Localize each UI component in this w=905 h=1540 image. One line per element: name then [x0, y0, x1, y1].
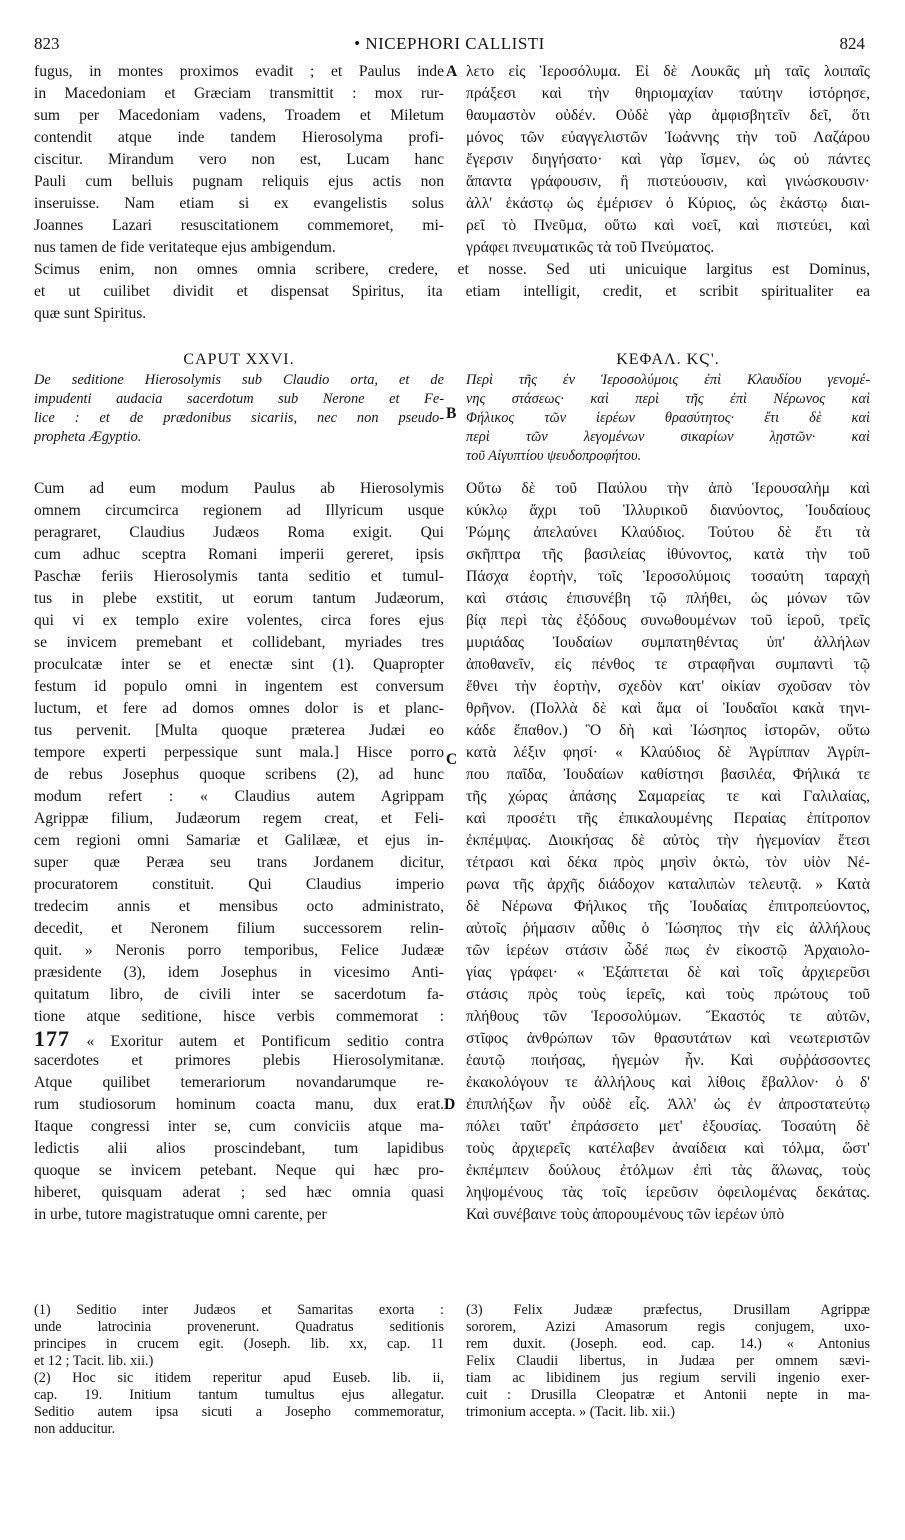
text-line: Agrippæ filium, Judæorum regem creat, et Feli-	[34, 810, 444, 827]
greek-body-column	[466, 478, 870, 1226]
footnote-line: tiam ac libidinem jus regium servili ingenio exer-	[466, 1370, 870, 1386]
text-line: τέτρασι καὶ δέκα πρὸς μησὶν ὀκτὼ, τὸν υἱὸν Νέ-	[466, 854, 870, 871]
text-line: tione atque seditione, hisce verbis commemorat :	[34, 1008, 444, 1025]
text-line: Πάσχα ἑορτὴν, τοῖς Ἱεροσολύμοις τοσαύτη ταραχὴ	[466, 568, 870, 585]
text-line: καὶ στάσις ἐπισυνέβη τῷ πλήθει, ὡς μόνων τῶν	[466, 590, 870, 607]
text-line: quitatum libro, de civili inter se sacerdotum fa-	[34, 986, 444, 1003]
text-line: Paschæ feriis Hierosolymis tanta seditio et tumul-	[34, 568, 444, 585]
greek-chapter-summary	[466, 371, 870, 466]
text-line: σκῆπτρα τῆς βασιλείας ἰθύνοντος, κατὰ τὴν τοῦ	[466, 546, 870, 563]
text-line: τοὺς ἀρχιερεῖς κατέλαβεν ἀναίδεια καὶ τόλμα, ὥστ'	[466, 1140, 870, 1157]
footnote-line: cuit : Drusilla Cleopatræ et Antonii nepte in ma-	[466, 1387, 870, 1403]
text-line: super quæ Peræa seu trans Jordanem dicitur,	[34, 854, 444, 871]
text-line: κατὰ λέξιν φησί· « Κλαύδιος δὲ Ἀγρίππαν Ἀγρίπ-	[466, 744, 870, 761]
latin-chapter-summary	[34, 371, 444, 447]
greek-chapter-header	[466, 349, 870, 466]
footnote-line: (3) Felix Judææ præfectus, Drusillam Agrippæ	[466, 1302, 870, 1318]
text-line: που παῖδα, Ἰουδαίων καθίστησι βασιλέα, Φήλικά τε	[466, 766, 870, 783]
footnotes-right	[466, 1302, 870, 1421]
text-line: θαυμαστὸν οὐδέν. Οὐδὲ γὰρ ἀμφισβητεῖν δεῖ, ὅτι	[466, 107, 870, 124]
text-line: τῆς χώρας ἁπάσης Σαμαρείας τε καὶ Γαλιλαίας,	[466, 788, 870, 805]
text-line: πράξεσι καὶ τὴν θηριομαχίαν ταύτην ἱστόρησε,	[466, 85, 870, 102]
text-line: sacerdotes et primores plebis Hierosolymitanæ.	[34, 1052, 444, 1069]
text-line: ἀποθανεῖν, εἰς πένθος τε στραφῆναι συμπαντὶ τῷ	[466, 656, 870, 673]
text-line: Atque quilibet temerariorum novandarumque re-	[34, 1074, 444, 1091]
greek-chapter-heading: ΚΕΦΑΛ. ΚϚ'.	[616, 351, 720, 368]
footnote-line: cap. 19. Initium tantum tumultus ejus allegatur.	[34, 1387, 444, 1403]
text-line: sum per Macedoniam vadens, Troadem et Miletum	[34, 107, 444, 124]
text-line: ἀλλ' ἑκάστῳ ὡς ἐμέρισεν ὁ Κύριος, ὡς ἑκάστῳ διαι-	[466, 195, 870, 212]
text-line: hiberet, quisquam aderat ; sed hæc omnia quasi	[34, 1184, 444, 1201]
text-line: αὐτοῖς ῥήμασιν αὖθις ὁ Ἰώσηπος τὴν εἰς ἀλλήλους	[466, 920, 870, 937]
text-line: γίας γράφει· « Ἐξάπτεται δὲ καὶ τοῖς ἀρχιερεῦσι	[466, 964, 870, 981]
text-line: tus in plebe exstitit, ut eorum tantum Judæorum,	[34, 590, 444, 607]
text-line: et ut cuilibet dividit et dispensat Spiritus, ita etiam intelligit, credit, et scribit spiritualiter ea	[34, 283, 870, 300]
text-line: ἐκπέμπειν δούλους ἐτόλμων ἐπὶ τὰς ἅλωνας, τοὺς	[466, 1162, 870, 1179]
text-line: θρῆνον. (Πολλὰ δὲ καὶ ἅμα οἱ Ἰουδαῖοι κακὰ τηνι-	[466, 700, 870, 717]
latin-body-column	[34, 478, 444, 1226]
footnote-line: unde latrocinia provenerunt. Quadratus seditionis	[34, 1319, 444, 1335]
running-title: • NICEPHORI CALLISTI	[354, 34, 545, 53]
summary-line: impudenti audacia sacerdotum sub Nerone et Fe-	[34, 391, 444, 407]
margin-letter-b: B	[446, 405, 457, 422]
summary-line: lice : et de prædonibus sicariis, nec non pseudo-	[34, 410, 444, 426]
text-line: quoque se invicem petebant. Neque qui hæc pro-	[34, 1162, 444, 1179]
text-line: « Exoritur autem et Pontificum seditio contra	[86, 1033, 444, 1050]
text-line: μυριάδας Ἰουδαίων συμπατηθέντας ὑπ' ἀλλήλων	[466, 634, 870, 651]
footnote-line: (1) Seditio inter Judæos et Samaritas exorta :	[34, 1302, 444, 1318]
text-line: ρωνα τῆς ἀρχῆς διάδοχον καταλιπὼν τελευτᾷ. » Κατὰ	[466, 876, 870, 893]
text-line: qui vi ex templo exire volentes, circa fores ejus	[34, 612, 444, 629]
top-latin-column	[34, 61, 444, 259]
text-line: βίᾳ περὶ τὰς ἐξόδους συνωθουμένων τοῦ ἱεροῦ, τρεῖς	[466, 612, 870, 629]
page-number-right: 824	[839, 34, 865, 53]
page-number-left: 823	[34, 34, 60, 53]
footnote-line: rem duxit. (Joseph. eod. cap. 14.) « Antonius	[466, 1336, 870, 1352]
text-line: Pauli cum belluis pugnam reliquis ejus actis non	[34, 173, 444, 190]
summary-line: propheta Ægyptio.	[34, 429, 142, 445]
text-line: tus pervenit. [Multa quoque præterea Judæi eo	[34, 722, 444, 739]
text-line: contendit atque inde tandem Hierosolyma profi-	[34, 129, 444, 146]
text-line: luctum, et fere ad domos omnes dolor is et planc-	[34, 700, 444, 717]
text-line: cum adhuc sceptra Romani imperii gereret, ipsis	[34, 546, 444, 563]
text-line: in urbe, tutore magistratuque omni carente, per	[34, 1206, 327, 1223]
text-line: Ῥώμης ἀπελαύνει Κλαύδιος. Τούτου δὲ ἔτι τὰ	[466, 524, 870, 541]
text-line: στάσις πρὸς τοὺς ἱερεῖς, καὶ τοὺς πρώτους τοῦ	[466, 986, 870, 1003]
text-line: τῶν ἱερέων στάσιν ὧδέ πως ἐν εἰκοστῷ Ἀρχαιολο-	[466, 942, 870, 959]
text-line: inseruisse. Nam etiam si ex evangelistis solus	[34, 195, 444, 212]
text-line: decedit, et Neronem filium successorem relin-	[34, 920, 444, 937]
footnote-line: et 12 ; Tacit. lib. xii.)	[34, 1353, 154, 1369]
text-line: fugus, in montes proximos evadit ; et Paulus inde	[34, 63, 444, 80]
footnote-line: Felix Claudii libertus, in Judæa per omnem sævi-	[466, 1353, 870, 1369]
text-line: modum refert : « Claudius autem Agrippam	[34, 788, 444, 805]
summary-line: περὶ τῶν λεγομένων σικαρίων λῃστῶν· καὶ	[466, 429, 870, 445]
text-line: ἐκπέμψας. Διοικήσας δὲ αὐτὸς τὴν ἡγεμονίαν ἔτεσι	[466, 832, 870, 849]
running-header	[34, 34, 865, 58]
text-line: omnem circumcirca regionem ad Illyricum usque	[34, 502, 444, 519]
text-line: ἐπιπλήξων ἦν οὐδὲ εἷς. Ἀλλ' ὡς ἐν ἀπροστατεύτῳ	[466, 1096, 870, 1113]
margin-letter-c: C	[446, 751, 458, 768]
text-line: nus tamen de fide veritateque ejus ambigendum.	[34, 239, 336, 256]
text-line: Cum ad eum modum Paulus ab Hierosolymis	[34, 480, 444, 497]
margin-letter-a: A	[446, 63, 458, 80]
text-line: κάδε ἔπαθον.) Ὃ δὴ καὶ Ἰώσηπος ἱστορῶν, οὕτω	[466, 722, 870, 739]
text-line: ἑαυτῷ ποιήσας, ἡγεμὼν ἦν. Καὶ συῤῥάσσοντες	[466, 1052, 870, 1069]
text-line: proculcatæ inter se et enectæ sint (1). Quapropter	[34, 656, 444, 673]
footnote-line: principes in crucem egit. (Joseph. lib. xx, cap. 11	[34, 1336, 444, 1352]
text-line: ledictis alii alios proscindebant, tum lapidibus	[34, 1140, 444, 1157]
text-line: ρεῖ τὸ Πνεῦμα, οὕτω καὶ νοεῖ, καὶ πιστεύει, καὶ	[466, 217, 870, 234]
text-line: cem regioni omni Samariæ et Galilææ, et ejus in-	[34, 832, 444, 849]
text-line: μόνος τῶν εὐαγγελιστῶν Ἰωάννης τὴν τοῦ Λαζάρου	[466, 129, 870, 146]
full-width-latin	[34, 259, 870, 325]
text-line: festum id populo omni in ingentem est conversum	[34, 678, 444, 695]
text-line: præsidente (3), idem Josephus in vicesimo Anti-	[34, 964, 444, 981]
text-line: ciscitur. Mirandum vero non est, Lucam hanc	[34, 151, 444, 168]
text-line: πλήθους τῶν Ἱεροσολύμων. Ἕκαστός τε αὐτῶν,	[466, 1008, 870, 1025]
footnotes-left	[34, 1302, 444, 1438]
summary-line: De seditione Hierosolymis sub Claudio orta, et de	[34, 372, 444, 388]
text-line: ἅπαντα γράφουσιν, ἢ πιστεύουσιν, καὶ γινώσκουσιν·	[466, 173, 870, 190]
text-line: γράφει πνευματικῶς τὰ τοῦ Πνεύματος.	[466, 239, 715, 256]
text-line: Καὶ συνέβαινε τοὺς ἀπορουμένους τῶν ἱερέων ὑπὸ	[466, 1206, 785, 1223]
text-line: δὲ Νέρωνα Φήλικος τῆς Ἰουδαίας ἐπιτροπεύοντος,	[466, 898, 870, 915]
text-line: Joannes Lazari resuscitationem commemoret, mi-	[34, 217, 444, 234]
text-line: tredecim annis et mensibus octo administrato,	[34, 898, 444, 915]
text-line: rum studiosorum hominum coacta manu, dux erat.	[34, 1096, 444, 1113]
text-line: ἔθνει τὴν ἑορτὴν, σχεδὸν κατ' οἰκίαν σχοῦσαν τὸν	[466, 678, 870, 695]
footnote-line: non adducitur.	[34, 1421, 116, 1437]
text-line: peragraret, Claudius Judæos Roma exigit. Qui	[34, 524, 444, 541]
text-line: ἔγερσιν διηγήσατο· καὶ γὰρ ἴσμεν, ὡς οὐ πάντες	[466, 151, 870, 168]
text-line: procuratorem constituit. Qui Claudius imperio	[34, 876, 444, 893]
text-line: quæ sunt Spiritus.	[34, 305, 147, 322]
text-line: καὶ προσέτι τῆς ἐπικαλουμένης Περαίας ἐπίτροπον	[466, 810, 870, 827]
text-line: Itaque congressi inter se, cum conviciis atque ma-	[34, 1118, 444, 1135]
text-line: Οὕτω δὲ τοῦ Παύλου τὴν ἀπὸ Ἱερουσαλὴμ καὶ	[466, 480, 870, 497]
text-line: κύκλῳ ἄχρι τοῦ Ἰλλυρικοῦ διανύοντος, Ἰουδαίους	[466, 502, 870, 519]
text-line: Scimus enim, non omnes omnia scribere, credere, et nosse. Sed uti unicuique largitus est Dominus,	[34, 261, 870, 278]
text-line: in Macedoniam et Græciam transmittit : mox rur-	[34, 85, 444, 102]
text-line: quit. » Neronis porro temporibus, Felice Judææ	[34, 942, 444, 959]
summary-line: τοῦ Αἰγυπτίου ψευδοπροφήτου.	[466, 448, 642, 464]
text-line: se invicem premebant et collidebant, myriades tres	[34, 634, 444, 651]
footnote-line: Seditio autem ipsa sicuti a Josepho commemoratur,	[34, 1404, 444, 1420]
text-line: λετο εἰς Ἱεροσόλυμα. Εἰ δὲ Λουκᾶς μὴ ταῖς λοιπαῖς	[466, 63, 870, 80]
footnote-line: sororem, Azizi Amasorum regis conjugem, uxo-	[466, 1319, 870, 1335]
text-line: de rebus Josephus quoque scribens (2), ad hunc	[34, 766, 444, 783]
summary-line: νης στάσεως· καὶ περὶ τῆς ἐπὶ Νέρωνος καὶ	[466, 391, 870, 407]
column-number-marker: 177	[34, 1028, 70, 1050]
footnote-line: trimonium accepta. » (Tacit. lib. xii.)	[466, 1404, 675, 1420]
margin-letter-d: D	[444, 1096, 456, 1113]
text-line: ἐκακολόγουν τε ἀλλήλους καὶ λίθοις ἔβαλλον· ὁ δ'	[466, 1074, 870, 1091]
text-line: πόλει ταῦτ' ἐπράσσετο μετ' ἐξουσίας. Τοσαύτη δὲ	[466, 1118, 870, 1135]
latin-chapter-header	[34, 349, 444, 447]
text-line: tempore experti perpessique sunt mala.] Hisce porro	[34, 744, 444, 761]
top-greek-column	[466, 61, 870, 259]
text-line: στῖφος ἀνθρώπων τῶν θρασυτάτων καὶ νεωτεριστῶν	[466, 1030, 870, 1047]
footnote-line: (2) Hoc sic itidem reperitur apud Euseb. lib. ii,	[34, 1370, 444, 1386]
text-line	[34, 1028, 444, 1050]
summary-line: Περὶ τῆς ἐν Ἱεροσολύμοις ἐπὶ Κλαυδίου γενομέ-	[466, 372, 870, 388]
text-line: ληψομένους τὰς τοῖς ἱερεῦσιν ὀφειλομένας δεκάτας.	[466, 1184, 870, 1201]
latin-chapter-heading: CAPUT XXVI.	[183, 351, 295, 368]
summary-line: Φήλικος τῶν ἱερέων θρασύτητος· ἔτι δὲ καὶ	[466, 410, 870, 426]
